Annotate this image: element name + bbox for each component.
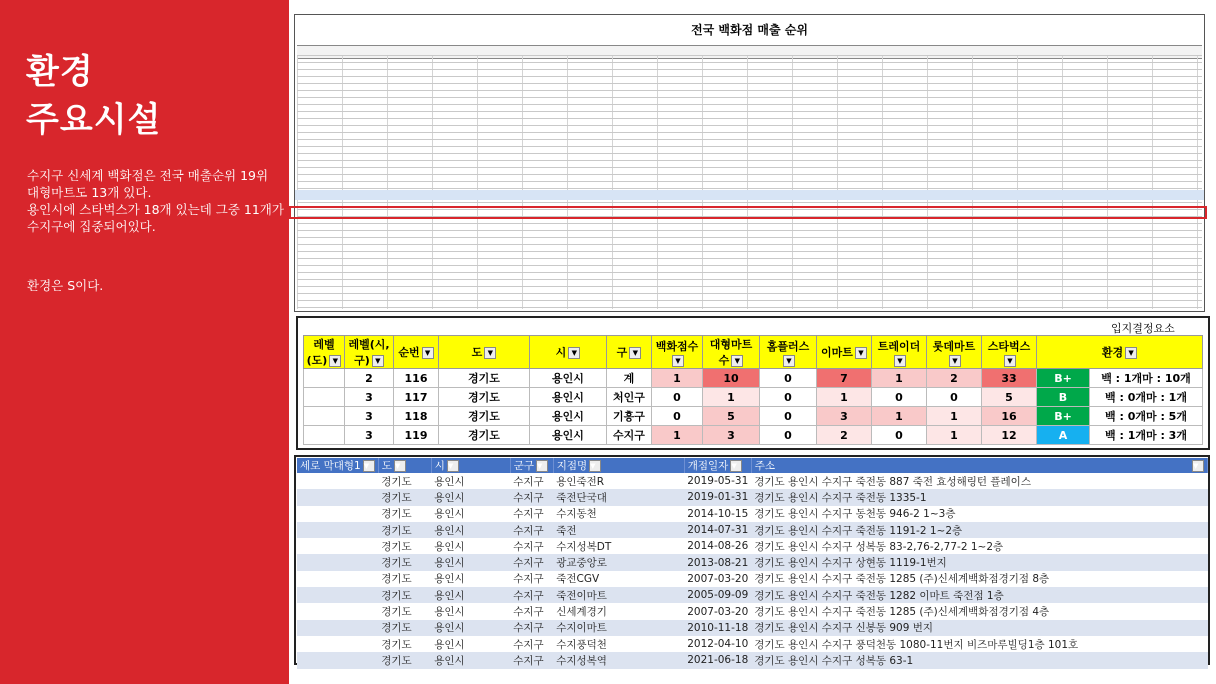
col-header[interactable]: 세로 막대형1 ▼ — [297, 458, 378, 473]
filter-dropdown-icon: ▼ — [949, 355, 961, 367]
filter-dropdown-icon: ▼ — [855, 347, 867, 359]
starbucks-table — [297, 458, 1208, 669]
table-row: 2 116 경기도 용인시 계 1 10 0 7 1 2 33 B+ 백 : 1개마 : 10개 — [304, 369, 1203, 388]
table-row: 경기도 용인시 수지구 죽전CGV 2007-03-20 경기도 용인시 수지구 죽전동 1285 (주)신세계백화점경기점 8층 — [381, 572, 1050, 586]
col-header[interactable]: 스타벅스▼ — [982, 336, 1037, 369]
table-row: 경기도 용인시 수지구 수지풍덕천 2012-04-10 경기도 용인시 수지구 풍덕천동 1080-11번지 비즈마루빌딩1층 101호 — [381, 638, 1079, 651]
col-header[interactable]: 순번 ▼ — [394, 336, 439, 369]
col-header[interactable]: 구 ▼ — [607, 336, 652, 369]
filter-dropdown-icon: ▼ — [629, 347, 641, 359]
location-factor-table — [303, 335, 1203, 445]
filter-dropdown-icon: ▼ — [731, 355, 743, 367]
sheet-grid — [297, 55, 1202, 309]
body-line: 대형마트도 13개 있다. — [27, 185, 152, 200]
filter-dropdown-icon: ▼ — [536, 460, 548, 472]
grade-badge: B+ — [1037, 407, 1090, 426]
col-header[interactable]: 군구 ▼ — [510, 458, 553, 473]
filter-dropdown-icon: ▼ — [329, 355, 341, 367]
col-header[interactable]: 레벨(시,구) ▼ — [345, 336, 394, 369]
filter-dropdown-icon: ▼ — [783, 355, 795, 367]
location-factor-caption: 입지결정요소 — [1111, 322, 1175, 335]
col-header[interactable]: 도 ▼ — [439, 336, 530, 369]
title-line1: 환경 — [26, 52, 94, 92]
col-header[interactable]: 개점일자 ▼ — [684, 458, 751, 473]
col-header[interactable]: 이마트 ▼ — [817, 336, 872, 369]
filter-dropdown-icon: ▼ — [894, 355, 906, 367]
table-row: 3 117 경기도 용인시 처인구 0 1 0 1 0 0 5 B 백 : 0개마 : 1개 — [304, 388, 1203, 407]
table-row: 경기도 용인시 수지구 수지동천 2014-10-15 경기도 용인시 수지구 동천동 946-2 1~3층 — [381, 507, 956, 521]
filter-dropdown-icon: ▼ — [484, 347, 496, 359]
sheet-title: 전국 백화점 매출 순위 — [691, 23, 808, 37]
col-header[interactable]: 트레이더▼ — [872, 336, 927, 369]
col-header[interactable]: 도 ▼ — [378, 458, 431, 473]
grade-badge: A — [1037, 426, 1090, 445]
body-line: 수지구 신세계 백화점은 전국 매출순위 19위 — [27, 168, 269, 183]
col-header[interactable]: 환경 ▼ — [1037, 336, 1203, 369]
table-row: 경기도 용인시 수지구 용인죽전R 2019-05-31 경기도 용인시 수지구 죽전동 887 죽전 효성해링턴 플레이스 — [381, 475, 1031, 488]
col-header[interactable]: 시 ▼ — [431, 458, 510, 473]
table-row: 3 119 경기도 용인시 수지구 1 3 0 2 0 1 12 A 백 : 1개마 : 3개 — [304, 426, 1203, 445]
filter-dropdown-icon: ▼ — [363, 460, 375, 472]
table-row: 경기도 용인시 수지구 죽전 2014-07-31 경기도 용인시 수지구 죽전동 1191-2 1~2층 — [297, 522, 1208, 538]
body-text — [27, 167, 327, 235]
filter-dropdown-icon: ▼ — [730, 460, 742, 472]
filter-dropdown-icon: ▼ — [394, 460, 406, 472]
col-header[interactable]: 백화점수▼ — [652, 336, 703, 369]
body-line: 수지구에 집중되어있다. — [27, 219, 156, 234]
filter-dropdown-icon: ▼ — [372, 355, 384, 367]
table-row: 경기도 용인시 수지구 죽전단국대 2019-01-31 경기도 용인시 수지구 죽전동 1335-1 — [297, 489, 1208, 505]
table-row: 경기도 용인시 수지구 수지성복DT 2014-08-26 경기도 용인시 수지구 성복동 83-2,76-2,77-2 1~2층 — [381, 540, 1004, 553]
department-store-sheet — [294, 14, 1205, 312]
col-header[interactable]: 주소 ▼ — [751, 458, 1207, 473]
col-header[interactable]: 지점명 ▼ — [553, 458, 684, 473]
table-row: 경기도 용인시 수지구 신세계경기 2007-03-20 경기도 용인시 수지구 죽전동 1285 (주)신세계백화점경기점 4층 — [381, 605, 1050, 619]
left-panel — [0, 0, 289, 684]
table-row: 경기도 용인시 수지구 수지이마트 2010-11-18 경기도 용인시 수지구 신봉동 909 번지 — [297, 620, 1208, 636]
body-line: 용인시에 스타벅스가 18개 있는데 그중 11개가 — [27, 202, 284, 217]
col-header[interactable]: 레벨(도) ▼ — [304, 336, 345, 369]
grade-badge: B+ — [1037, 369, 1090, 388]
filter-dropdown-icon: ▼ — [1125, 347, 1137, 359]
table-row: 경기도 용인시 수지구 죽전이마트 2005-09-09 경기도 용인시 수지구 죽전동 1282 이마트 죽전점 1층 — [297, 587, 1208, 603]
filter-dropdown-icon: ▼ — [447, 460, 459, 472]
conclusion: 환경은 S이다. — [27, 278, 104, 293]
col-header[interactable]: 홈플러스▼ — [760, 336, 817, 369]
highlighted-row — [295, 190, 1204, 200]
filter-dropdown-icon: ▼ — [672, 355, 684, 367]
filter-dropdown-icon: ▼ — [568, 347, 580, 359]
table-row: 경기도 용인시 수지구 광교중앙로 2013-08-21 경기도 용인시 수지구 상현동 1119-1번지 — [297, 554, 1208, 570]
table-row: 3 118 경기도 용인시 기흥구 0 5 0 3 1 1 16 B+ 백 : 0개마 : 5개 — [304, 407, 1203, 426]
filter-dropdown-icon: ▼ — [1192, 460, 1204, 472]
grade-badge: B — [1037, 388, 1090, 407]
title-line2: 주요시설 — [26, 100, 162, 140]
col-header[interactable]: 시 ▼ — [530, 336, 607, 369]
filter-dropdown-icon: ▼ — [1004, 355, 1016, 367]
highlight-box — [289, 206, 1207, 219]
col-header[interactable]: 롯데마트▼ — [927, 336, 982, 369]
col-header[interactable]: 대형마트수 ▼ — [703, 336, 760, 369]
table-row: 경기도 용인시 수지구 수지성복역 2021-06-18 경기도 용인시 수지구 성복동 63-1 — [297, 652, 1208, 668]
filter-dropdown-icon: ▼ — [589, 460, 601, 472]
filter-dropdown-icon: ▼ — [422, 347, 434, 359]
